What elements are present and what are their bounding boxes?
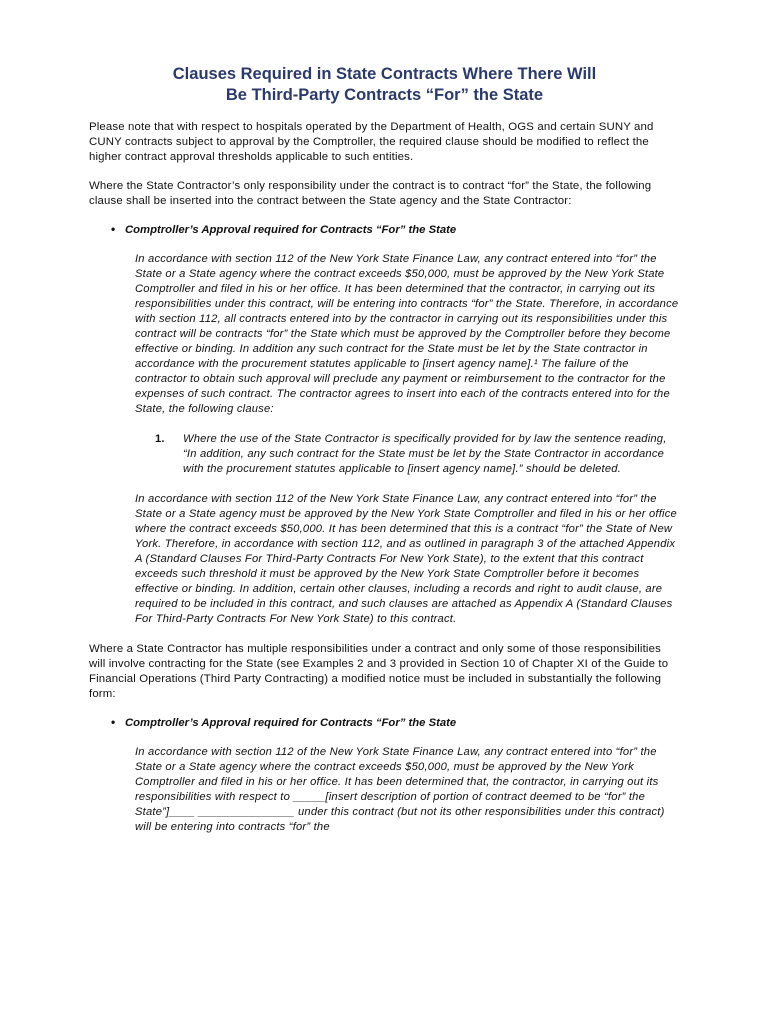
intro-paragraph: Please note that with respect to hospitals operated by the Department of Health, OGS and certain SUNY and CUNY contracts subject to approval by the Comptroller, the required clause should be modified to reflect the higher contract approval thresholds applicable to such entities. bbox=[89, 121, 654, 163]
clause-2: In accordance with section 112 of the New York State Finance Law, any contract entered into “for” the State or a State agency must be approved by the New York State Comptroller and filed in his or her office where the contract exceeds $50,000. It has been determined that this is a contract “for” the State of New York. Therefore, in accordance with section 112, and as outlined in paragraph 3 of the attached Appendix A (Standard Clauses For Third-Party Contracts For New York State), to the extent that this contract exceeds such threshold it must be approved by the New York State Comptroller before it becomes effective or binding. In addition, certain other clauses, including a records and right to audit clause, are required to be included in this contract, and such clauses are attached as Appendix A (Standard Clauses For Third-Party Contracts For New York State) to this contract. bbox=[135, 493, 677, 625]
multiple-responsibilities-paragraph: Where a State Contractor has multiple responsibilities under a contract and only some of those responsibilities will involve contracting for the State (see Examples 2 and 3 provided in Section 10 of Chapter XI of the Guide to Financial Operations (Third Party Contracting) a modified notice must be included in substantially the following form: bbox=[89, 643, 669, 700]
bullet-heading-1-text: Comptroller’s Approval required for Contracts “For” the State bbox=[125, 224, 457, 236]
clause-1: In accordance with section 112 of the New York State Finance Law, any contract entered into “for” the State or a State agency where the contract exceeds $50,000, must be approved by the New York State Comptroller and filed in his or her office. It has been determined that the contractor, in carrying out its responsibilities under this contract, will be entering into contracts “for” the State. Therefore, in accordance with section 112, all contracts entered into by the contractor in carrying out its responsibilities under this contract will be contracts “for” the State which must be approved by the Comptroller before they become effective or binding. In addition any such contract for the State must be let by the State contractor in accordance with the procurement statutes applicable to [insert agency name].¹ The failure of the contractor to obtain such approval will preclude any payment or reimbursement to the contractor for the expenses of such contract. The contractor agrees to insert into each of the contracts entered into for the State, the following clause: bbox=[135, 253, 679, 415]
bullet-icon: • bbox=[111, 715, 116, 729]
title-line-1: Clauses Required in State Contracts Where There Will bbox=[172, 65, 597, 83]
bullet-heading-2 bbox=[111, 715, 680, 731]
bullet-heading-1 bbox=[111, 222, 680, 238]
only-responsibility-paragraph: Where the State Contractor’s only responsibility under the contract is to contract “for” the State, the following clause shall be inserted into the contract between the State agency and the State Contractor: bbox=[89, 180, 652, 207]
item-number: 1. bbox=[155, 433, 165, 445]
title-line-2: Be Third-Party Contracts “For” the State bbox=[225, 86, 544, 104]
item-1-text: Where the use of the State Contractor is specifically provided for by law the sentence reading, “In addition, any such contract for the State must be let by the State Contractor in accordance with the procurement statutes applicable to [insert agency name].” should be deleted. bbox=[183, 433, 667, 475]
document-title bbox=[89, 64, 680, 106]
numbered-item-1 bbox=[155, 432, 680, 477]
bullet-icon: • bbox=[111, 222, 116, 236]
clause-3: In accordance with section 112 of the New York State Finance Law, any contract entered into “for” the State or a State agency where the contract exceeds $50,000, must be approved by the New York Comptroller and filed in his or her office. It has been determined that, the contractor, in carrying out its responsibilities with respect to _____[insert description of portion of contract deemed to be “for” the State”]____ _______________ under this contract (but not its other responsibilities under this contract) will be entering into contracts “for” the bbox=[135, 746, 665, 833]
bullet-heading-2-text: Comptroller’s Approval required for Contracts “For” the State bbox=[125, 717, 457, 729]
